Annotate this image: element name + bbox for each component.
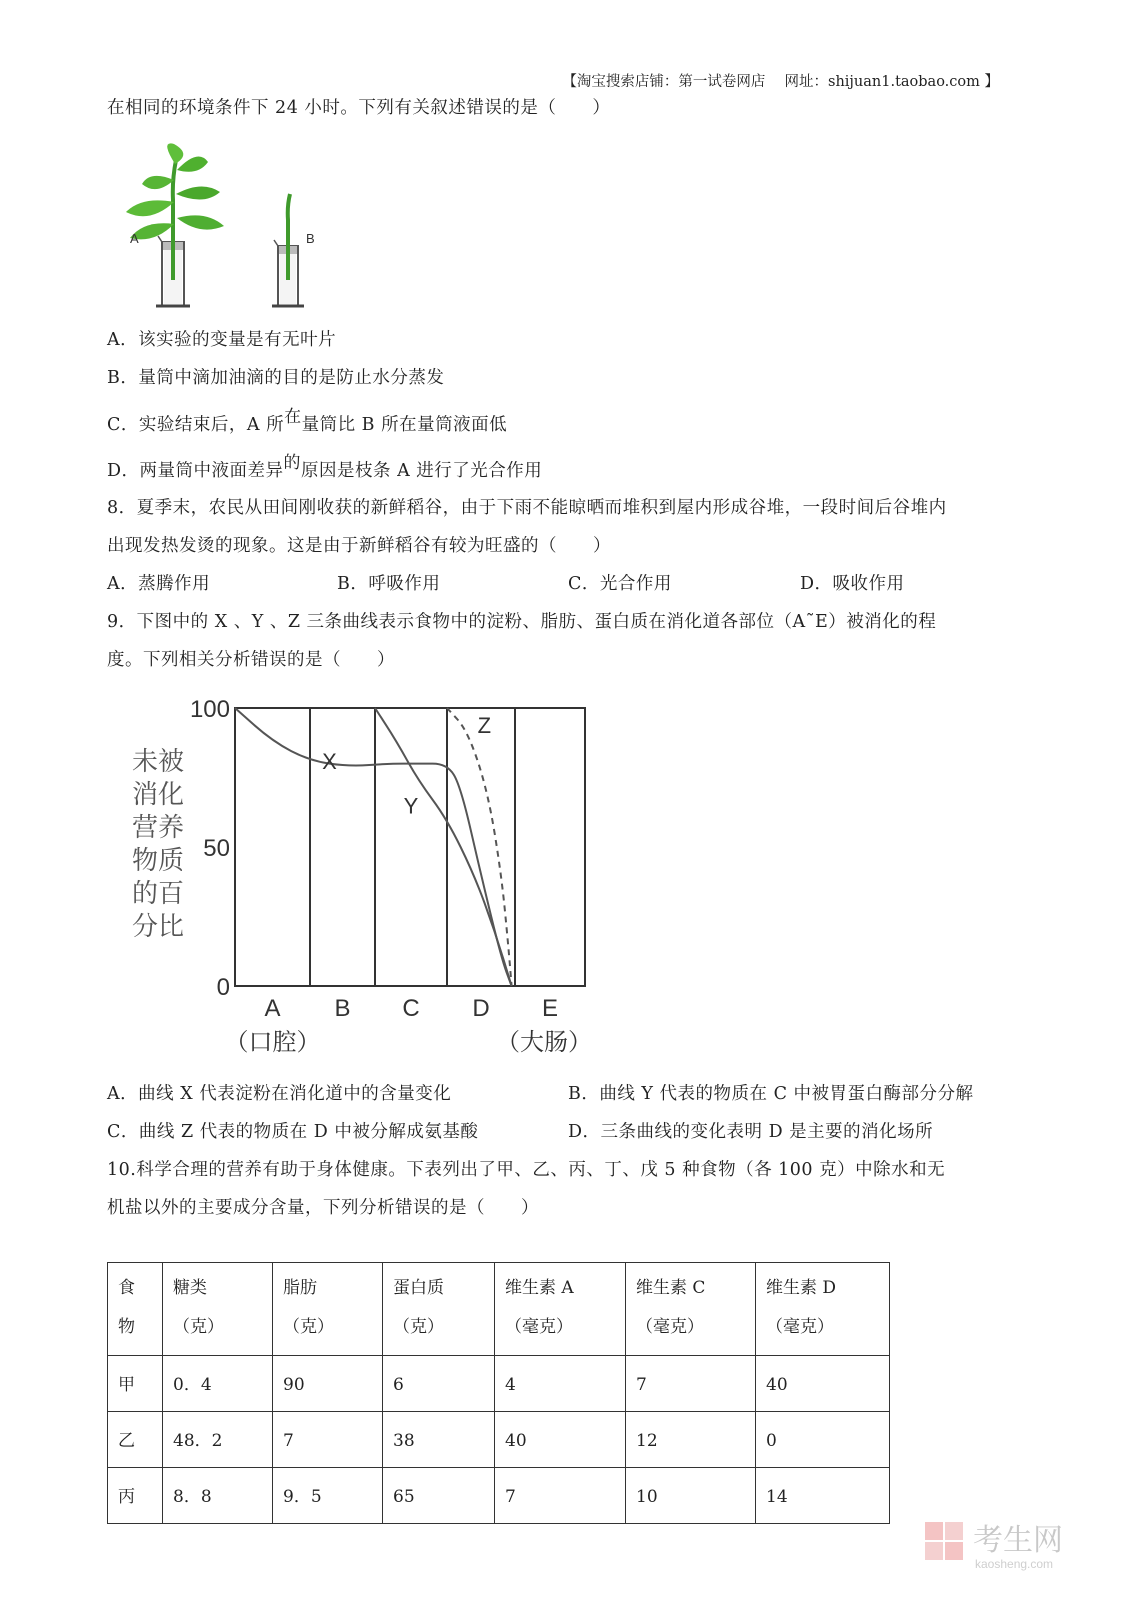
- series-line-z: [447, 708, 512, 986]
- y-axis-label: 营养: [132, 813, 185, 843]
- header-text: （克）: [283, 1317, 334, 1337]
- header-text: 维生素 D: [766, 1278, 837, 1298]
- q7-option-d-post: 原因是枝条 A 进行了光合作用: [301, 461, 543, 481]
- table-row: [108, 1468, 890, 1524]
- plant-a-with-leaves: [126, 143, 224, 280]
- header-text: （克）: [393, 1317, 444, 1337]
- food-nutrient-table: [107, 1262, 890, 1524]
- label-b: B: [306, 231, 315, 246]
- q9-option-d: D．三条曲线的变化表明 D 是主要的消化场所: [568, 1122, 934, 1142]
- series-line-x: [235, 708, 512, 986]
- table-header-row: [108, 1263, 890, 1356]
- q7-option-b: B．量筒中滴加油滴的目的是防止水分蒸发: [107, 368, 445, 388]
- y-axis-label: 消化: [132, 780, 185, 810]
- q7-option-c: [107, 407, 508, 436]
- table-cell: 10: [626, 1468, 756, 1524]
- q8-option-b: B．呼吸作用: [337, 574, 441, 594]
- header-text: （毫克）: [766, 1317, 834, 1337]
- header-cell-sugar: [163, 1263, 273, 1356]
- watermark-emblem-icon: [925, 1522, 963, 1560]
- q7-intro-tail: 在相同的环境条件下 24 小时。下列有关叙述错误的是（ ）: [107, 98, 611, 118]
- table-cell: 65: [383, 1468, 495, 1524]
- q7-option-d-sup: 的: [283, 453, 302, 473]
- q8-option-a: A．蒸腾作用: [107, 574, 211, 594]
- table-cell: 40: [756, 1356, 890, 1412]
- q8-line-2: 出现发热发烫的现象。这是由于新鲜稻谷有较为旺盛的（ ）: [107, 536, 611, 556]
- table-cell: 40: [495, 1412, 626, 1468]
- watermark-logo: [921, 1516, 1091, 1576]
- y-axis-label: 未被: [132, 747, 185, 777]
- header-text: 食: [118, 1278, 135, 1298]
- series-line-y: [375, 708, 512, 986]
- q10-line-1: 10.科学合理的营养有助于身体健康。下表列出了甲、乙、丙、丁、戊 5 种食物（各 100 克）中除水和无: [107, 1160, 946, 1180]
- x-category-note-e: （大肠）: [496, 1028, 592, 1056]
- q7-option-d: [107, 453, 543, 482]
- q7-option-a: A．该实验的变量是有无叶片: [107, 330, 337, 350]
- series-label-x: X: [322, 749, 337, 775]
- header-cell-food: [108, 1263, 163, 1356]
- header-text: 蛋白质: [393, 1278, 444, 1298]
- y-tick-label: 50: [203, 835, 230, 862]
- table-cell: 9．5: [273, 1468, 383, 1524]
- q9-line-2: 度。下列相关分析错误的是（ ）: [107, 650, 395, 670]
- header-cell-vitamin-c: [626, 1263, 756, 1356]
- x-category-label: C: [402, 995, 420, 1022]
- table-cell: 6: [383, 1356, 495, 1412]
- series-label-y: Y: [403, 793, 419, 819]
- table-cell: 90: [273, 1356, 383, 1412]
- header-cell-vitamin-a: [495, 1263, 626, 1356]
- series-label-z: Z: [477, 713, 492, 739]
- table-cell: 0: [756, 1412, 890, 1468]
- q8-line-1: 8．夏季末，农民从田间刚收获的新鲜稻谷，由于下雨不能晾晒而堆积到屋内形成谷堆，一段时间后谷堆内: [107, 498, 947, 518]
- header-cell-fat: [273, 1263, 383, 1356]
- q10-line-2: 机盐以外的主要成分含量，下列分析错误的是（ ）: [107, 1198, 539, 1218]
- label-a: A: [130, 231, 139, 246]
- q9-option-b: B．曲线 Y 代表的物质在 C 中被胃蛋白酶部分分解: [568, 1084, 974, 1104]
- table-cell: 丙: [108, 1468, 163, 1524]
- x-category-label: E: [541, 995, 559, 1022]
- table-cell: 12: [626, 1412, 756, 1468]
- header-text: 维生素 C: [636, 1278, 706, 1298]
- table-cell: 8．8: [163, 1468, 273, 1524]
- table-row: [108, 1412, 890, 1468]
- table-cell: 0．4: [163, 1356, 273, 1412]
- header-text: （毫克）: [636, 1317, 704, 1337]
- table-cell: 48．2: [163, 1412, 273, 1468]
- header-text: （克）: [173, 1317, 224, 1337]
- twig-b-no-leaves: [288, 194, 290, 280]
- plant-cylinder-figure: [120, 140, 340, 315]
- q8-option-d: D．吸收作用: [800, 574, 905, 594]
- header-text: （毫克）: [505, 1317, 573, 1337]
- q8-option-c: C．光合作用: [568, 574, 672, 594]
- table-cell: 7: [495, 1468, 626, 1524]
- q7-option-c-pre: C．实验结束后，A 所: [107, 415, 285, 435]
- header-cell-protein: [383, 1263, 495, 1356]
- table-row: [108, 1356, 890, 1412]
- table-cell: 7: [273, 1412, 383, 1468]
- y-tick-label: 100: [189, 696, 230, 723]
- y-axis-label: 分比: [132, 912, 185, 942]
- header-text: 脂肪: [283, 1278, 317, 1298]
- table-cell: 38: [383, 1412, 495, 1468]
- q9-line-1: 9．下图中的 X 、Y 、Z 三条曲线表示食物中的淀粉、脂肪、蛋白质在消化道各部位（A˜E）被消化的程: [107, 612, 937, 632]
- x-category-label: B: [334, 995, 351, 1022]
- digestion-chart: [120, 690, 620, 1085]
- table-cell: 4: [495, 1356, 626, 1412]
- x-category-label: A: [264, 995, 281, 1022]
- watermark-en: kaosheng.com: [975, 1557, 1054, 1571]
- page-header: 【淘宝搜索店铺：第一试卷网店 网址：shijuan1.taobao.com 】: [562, 74, 999, 90]
- y-axis-label: 物质: [132, 846, 185, 876]
- y-tick-label: 0: [216, 974, 230, 1001]
- watermark: [921, 1516, 1091, 1580]
- q9-option-a: A．曲线 X 代表淀粉在消化道中的含量变化: [107, 1084, 452, 1104]
- header-cell-vitamin-d: [756, 1263, 890, 1356]
- q7-option-c-sup: 在: [284, 407, 302, 427]
- table-cell: 甲: [108, 1356, 163, 1412]
- table-cell: 7: [626, 1356, 756, 1412]
- q9-option-c: C．曲线 Z 代表的物质在 D 中被分解成氨基酸: [107, 1122, 479, 1142]
- table-cell: 14: [756, 1468, 890, 1524]
- q7-option-c-post: 量筒比 B 所在量筒液面低: [301, 415, 508, 435]
- y-axis-label: 的百: [132, 879, 185, 909]
- q7-option-d-pre: D．两量筒中液面差异: [107, 461, 284, 481]
- table-cell: 乙: [108, 1412, 163, 1468]
- header-text: 糖类: [173, 1278, 207, 1298]
- header-text: 物: [118, 1317, 135, 1337]
- header-text: 维生素 A: [505, 1278, 574, 1298]
- x-category-note-a: （口腔）: [224, 1028, 321, 1056]
- watermark-cn: 考生网: [973, 1523, 1063, 1558]
- x-category-label: D: [472, 995, 490, 1022]
